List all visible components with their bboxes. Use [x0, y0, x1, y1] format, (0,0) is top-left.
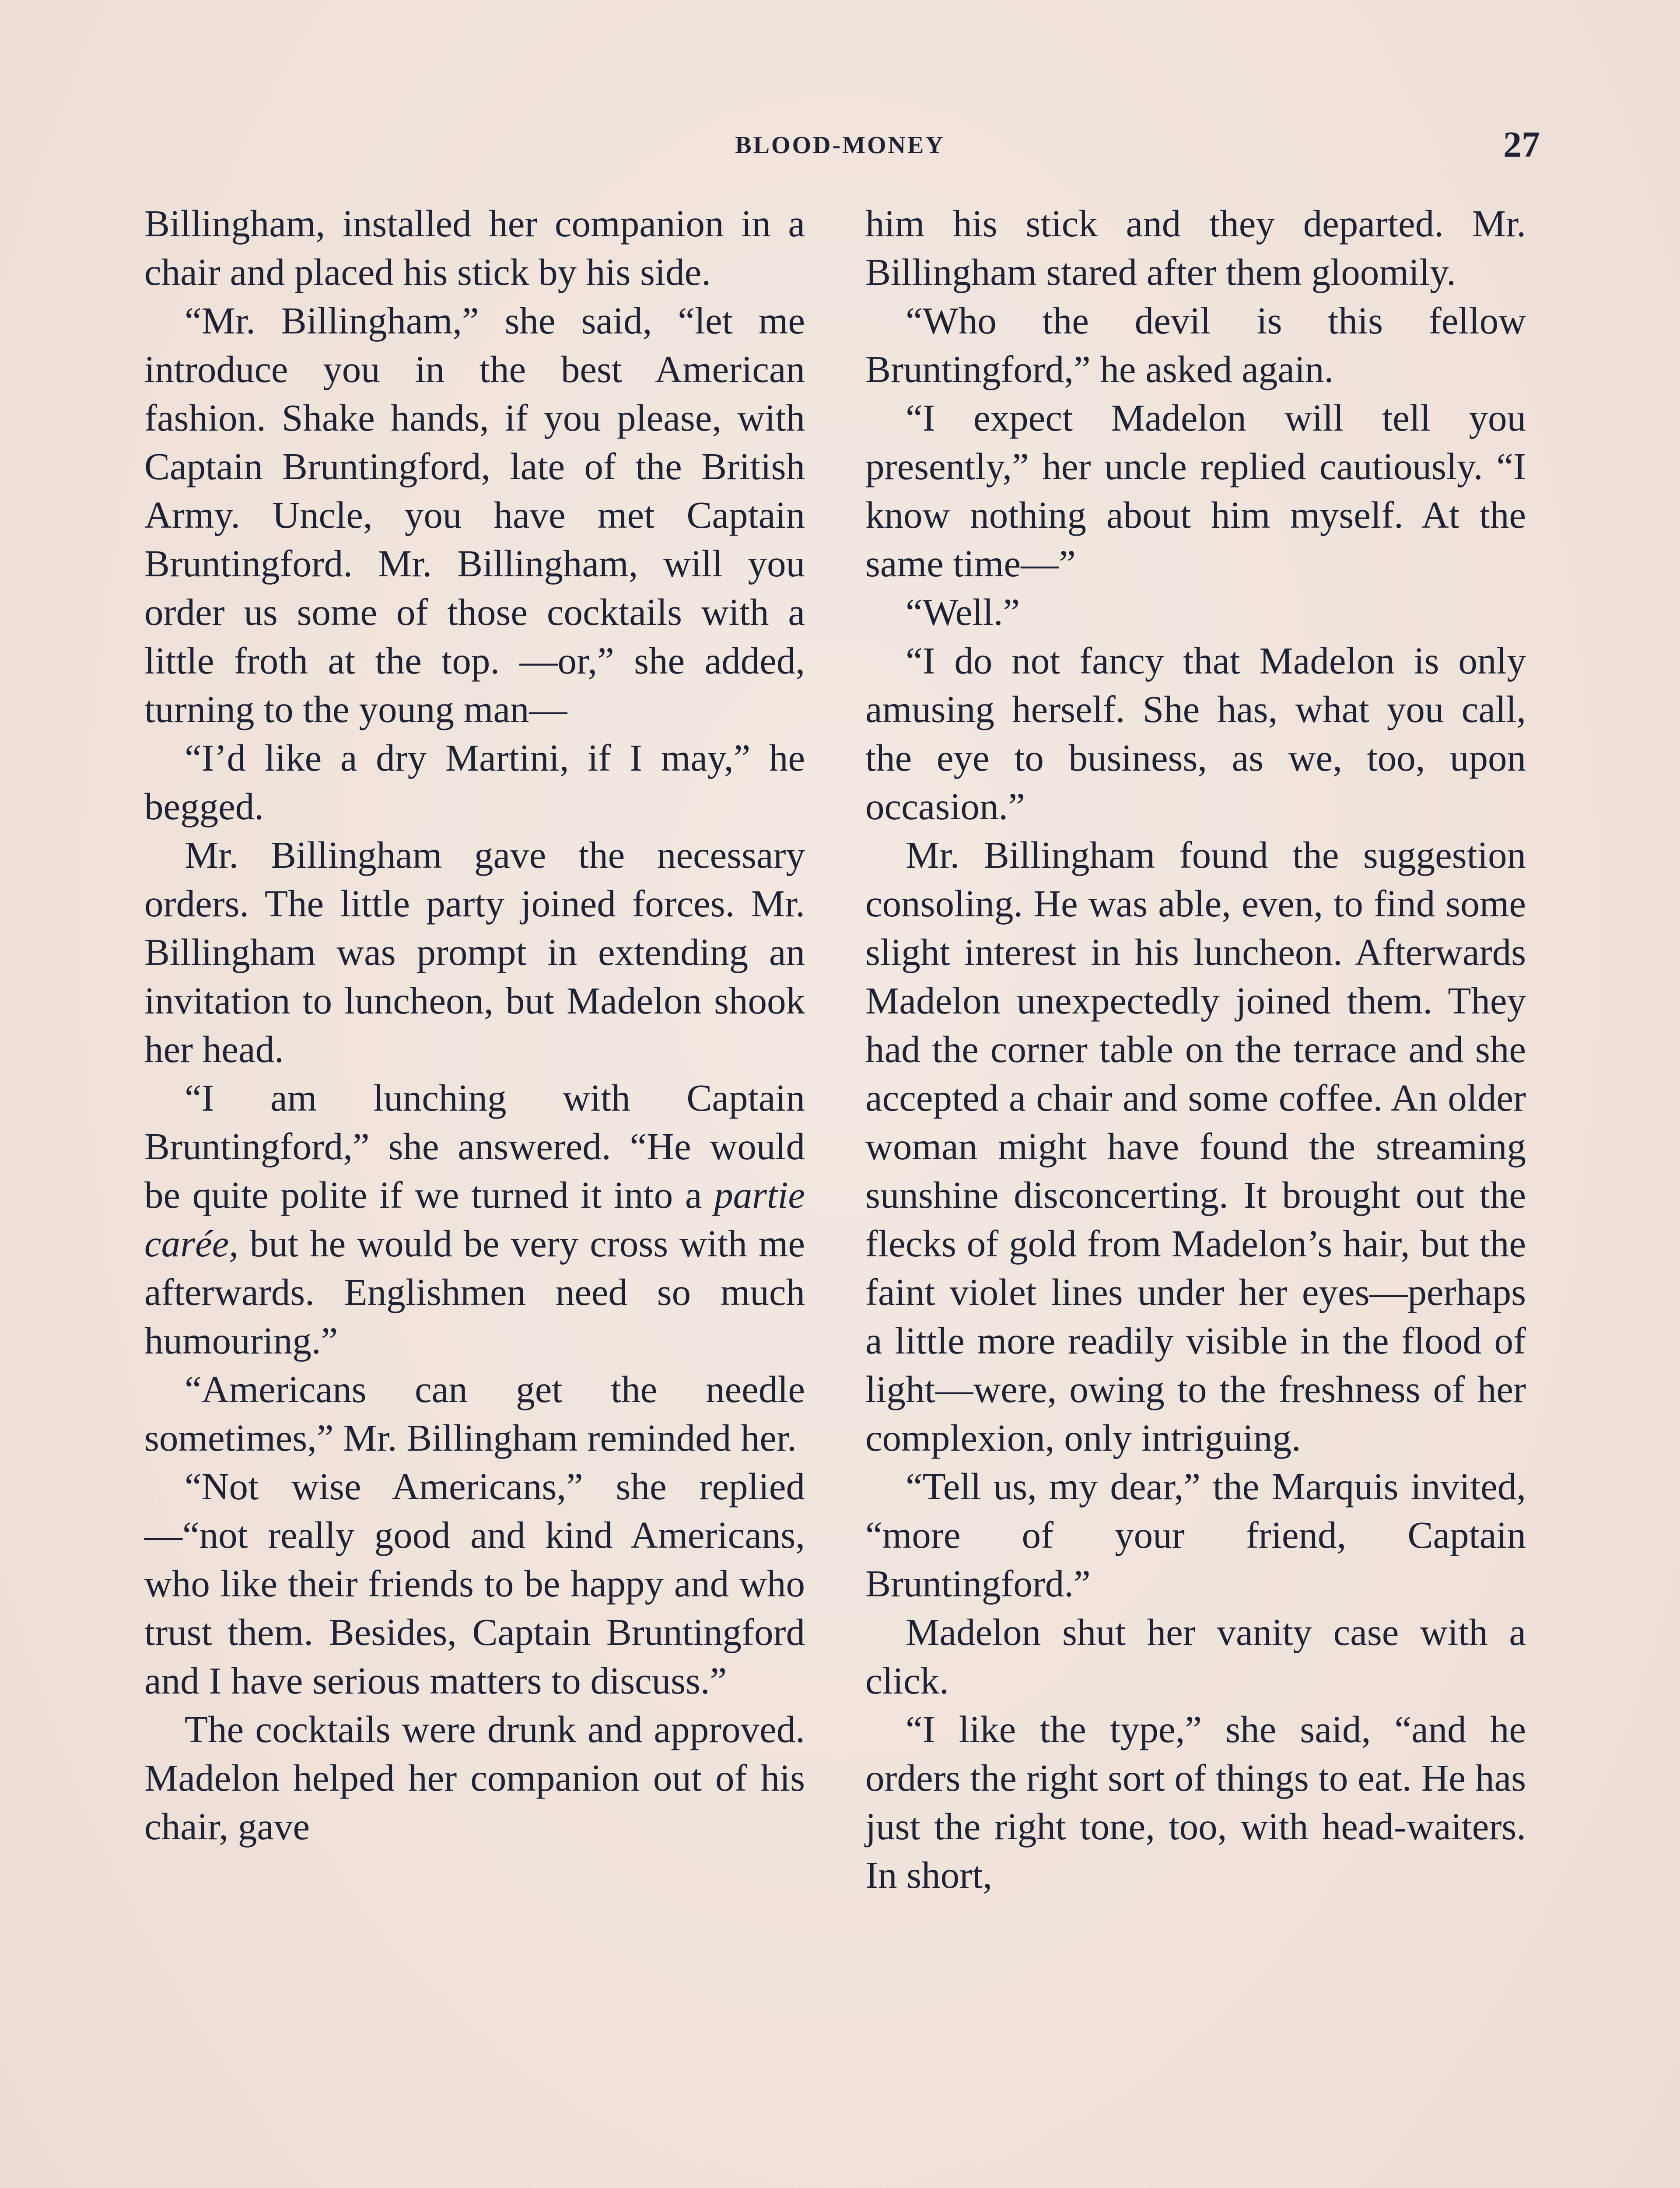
paragraph-text: “I am lunching with Captain Bruntingford,” she answered. “He would be quite polite if we turned it into a	[144, 1076, 805, 1216]
paragraph: “Tell us, my dear,” the Marquis invited, “more of your friend, Captain Bruntingford.”	[865, 1465, 1526, 1605]
right-text-column	[865, 199, 1526, 1899]
running-title: BLOOD-MONEY	[735, 132, 945, 159]
paragraph: “Well.”	[906, 591, 1020, 633]
paragraph	[144, 1073, 805, 1365]
paragraph: Billingham, installed her companion in a chair and placed his stick by his side.	[144, 202, 805, 293]
paragraph: him his stick and they departed. Mr. Billingham stared after them gloomily.	[865, 202, 1526, 293]
paragraph: “I’d like a dry Martini, if I may,” he begged.	[144, 736, 805, 828]
paragraph-text: but he would be very cross with me afterwards. Englishmen need so much humouring.”	[144, 1222, 805, 1362]
paragraph: Mr. Billingham gave the necessary orders. The little party joined forces. Mr. Billingham was prompt in extending an invitation to luncheon, but Madelon shook her head.	[144, 834, 805, 1070]
paragraph: Mr. Billingham found the suggestion consoling. He was able, even, to find some slight interest in his luncheon. Afterwards Madelon unexpectedly joined them. They had the corner table on the terrace and she accepted a chair and some coffee. An older woman might have found the streaming sunshine disconcerting. It brought out the flecks of gold from Madelon’s hair, but the faint violet lines under her eyes—perhaps a little more readily visible in the flood of light—were, owing to the freshness of her complexion, only intriguing.	[865, 834, 1526, 1459]
paragraph: “Americans can get the needle sometimes,” Mr. Billingham reminded her.	[144, 1368, 805, 1459]
page-number: 27	[1503, 124, 1540, 165]
paragraph: “Not wise Americans,” she replied—“not really good and kind Americans, who like their friends to be happy and who trust them. Besides, Captain Bruntingford and I have serious matters to discuss.”	[144, 1465, 805, 1702]
paragraph: The cocktails were drunk and approved. Madelon helped her companion out of his chair, gave	[144, 1708, 805, 1848]
paragraph: “Who the devil is this fellow Bruntingford,” he asked again.	[865, 299, 1526, 390]
paragraph: “I expect Madelon will tell you presently,” her uncle replied cautiously. “I know nothing about him myself. At the same time—”	[865, 396, 1526, 585]
left-text-column	[144, 199, 805, 1851]
paragraph: “Mr. Billingham,” she said, “let me introduce you in the best American fashion. Shake hands, if you please, with Captain Bruntingford, late of the British Army. Uncle, you have met Captain Bruntingford. Mr. Billingham, will you order us some of those cocktails with a little froth at the top. —or,” she added, turning to the young man—	[144, 299, 805, 730]
paragraph: Madelon shut her vanity case with a click.	[865, 1611, 1526, 1702]
paragraph: “I do not fancy that Madelon is only amusing herself. She has, what you call, the eye to business, as we, too, upon occasion.”	[865, 639, 1526, 828]
paragraph: “I like the type,” she said, “and he orders the right sort of things to eat. He has just the right tone, too, with head-waiters. In short,	[865, 1708, 1526, 1896]
italic-phrase: partie carée,	[144, 1174, 805, 1265]
